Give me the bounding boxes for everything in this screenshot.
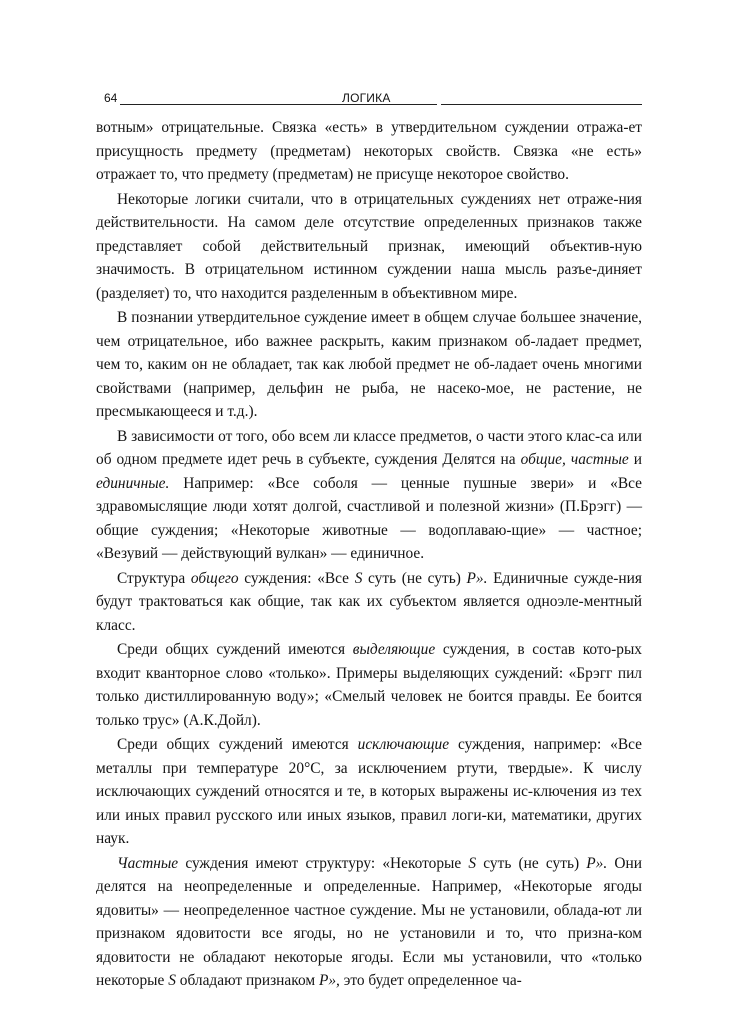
text-run: суждения: «Все — [238, 569, 355, 587]
paragraph-p4 — [96, 425, 642, 566]
italic-text: Р». — [586, 854, 608, 872]
italic-text: выделяющие — [352, 641, 436, 658]
running-title: ЛОГИКА — [342, 91, 391, 105]
italic-text: S — [354, 569, 363, 587]
italic-text: общие, частные — [520, 451, 629, 468]
paragraph-p8 — [96, 852, 642, 993]
text-run: суждения имеют структуру: «Некоторые — [178, 854, 469, 872]
italic-text: единичные. — [96, 474, 170, 492]
italic-text: Частные — [117, 854, 179, 872]
text-run: суть (не суть) — [362, 569, 467, 587]
text-run: и — [628, 451, 643, 468]
text-run: обладают признаком — [175, 972, 319, 989]
italic-text: исключающие — [357, 736, 450, 753]
text-run: суждения, в состав кото-рых входит кванторное слово «только». Примеры выделяющих суждений: «Брэгг пил только дистиллированную воду»; «Смелый человек не боится правды. Ее боится только трус» (А.К.Дойл). — [96, 641, 642, 729]
text-run: суть (не суть) — [476, 854, 587, 872]
text-run: Среди общих суждений имеются — [117, 641, 353, 658]
paragraph-p2 — [96, 188, 642, 306]
paragraph-p3 — [96, 306, 642, 424]
text-run: В познании утвердительное суждение имеет в общем случае большее значение, чем отрицательное, ибо важнее раскрыть, каким признаком об-ладает предмет, чем то, каким он не обладает, так как любой предмет не об-ладает очень многими свойствами (например, дельфин не рыба, не насеко-мое, не растение, не пресмыкающееся и т.д.). — [96, 309, 642, 420]
text-run: Они делятся на неопределенные и определенные. Например, «Некоторые ягоды ядовиты» — неопределенное частное суждение. Мы не установили, облада-ют ли признаком ядовитости все ягоды, но не установили и то, что призна-ком ядовитости не обладают некоторые ягоды. Если мы установили, что «только некоторые — [96, 854, 642, 989]
italic-text: общего — [190, 569, 239, 587]
text-run: вотным» отрицательные. Связка «есть» в утвердительном суждении отража-ет присущность предмету (предметам) некоторых свойств. Связка «не есть» отражает то, что предмету (предметам) не присуще некоторое свойство. — [96, 119, 642, 183]
paragraph-p6 — [96, 638, 642, 732]
text-run: Единичные сужде-ния будут трактоваться как общие, так как их субъектом является одноэле-ментный класс. — [96, 569, 642, 634]
text-run: суждения, например: «Все металлы при температуре 20°С, за исключением ртути, твердые». К числу исключающих суждений относятся и те, в которых выражены ис-ключения из тех или иных правил русского или иных языков, правил логи-ки, математики, других наук. — [96, 736, 642, 847]
text-run: Среди общих суждений имеются — [117, 736, 358, 753]
text-run: Некоторые логики считали, что в отрицательных суждениях нет отраже-ния действительности. На самом деле отсутствие определенных признаков также представляет собой действительный признак, имеющий объектив-ную значимость. В отрицательном истинном суждении наша мысль разъе-диняет (разделяет) то, что находится разделенным в объективном мире. — [96, 190, 642, 302]
header-rule-gap — [437, 102, 441, 107]
italic-text: Р», — [318, 972, 340, 989]
text-run: В зависимости от того, обо всем ли классе предметов, о части этого клас-са или об одном предмете идет речь в субъекте, суждения Делятся на — [96, 427, 642, 468]
paragraph-p5 — [96, 567, 642, 638]
page-header — [104, 91, 642, 107]
italic-text: Р». — [466, 569, 488, 587]
paragraph-p1 — [96, 116, 642, 187]
page-number: 64 — [104, 91, 118, 105]
text-run: Структура — [117, 569, 191, 587]
text-run: это будет определенное ча- — [339, 972, 522, 989]
paragraph-p7 — [96, 733, 642, 851]
italic-text: S — [168, 972, 176, 989]
italic-text: S — [468, 854, 477, 872]
body-text — [96, 116, 642, 993]
text-run: Например: «Все соболя — ценные пушные звери» и «Все здравомыслящие люди хотят долгой, счастливой и полезной жизни» (П.Брэгг) — общие суждения; «Некоторые животные — водоплаваю-щие» — частное; «Везувий — действующий вулкан» — единичное. — [96, 474, 642, 562]
